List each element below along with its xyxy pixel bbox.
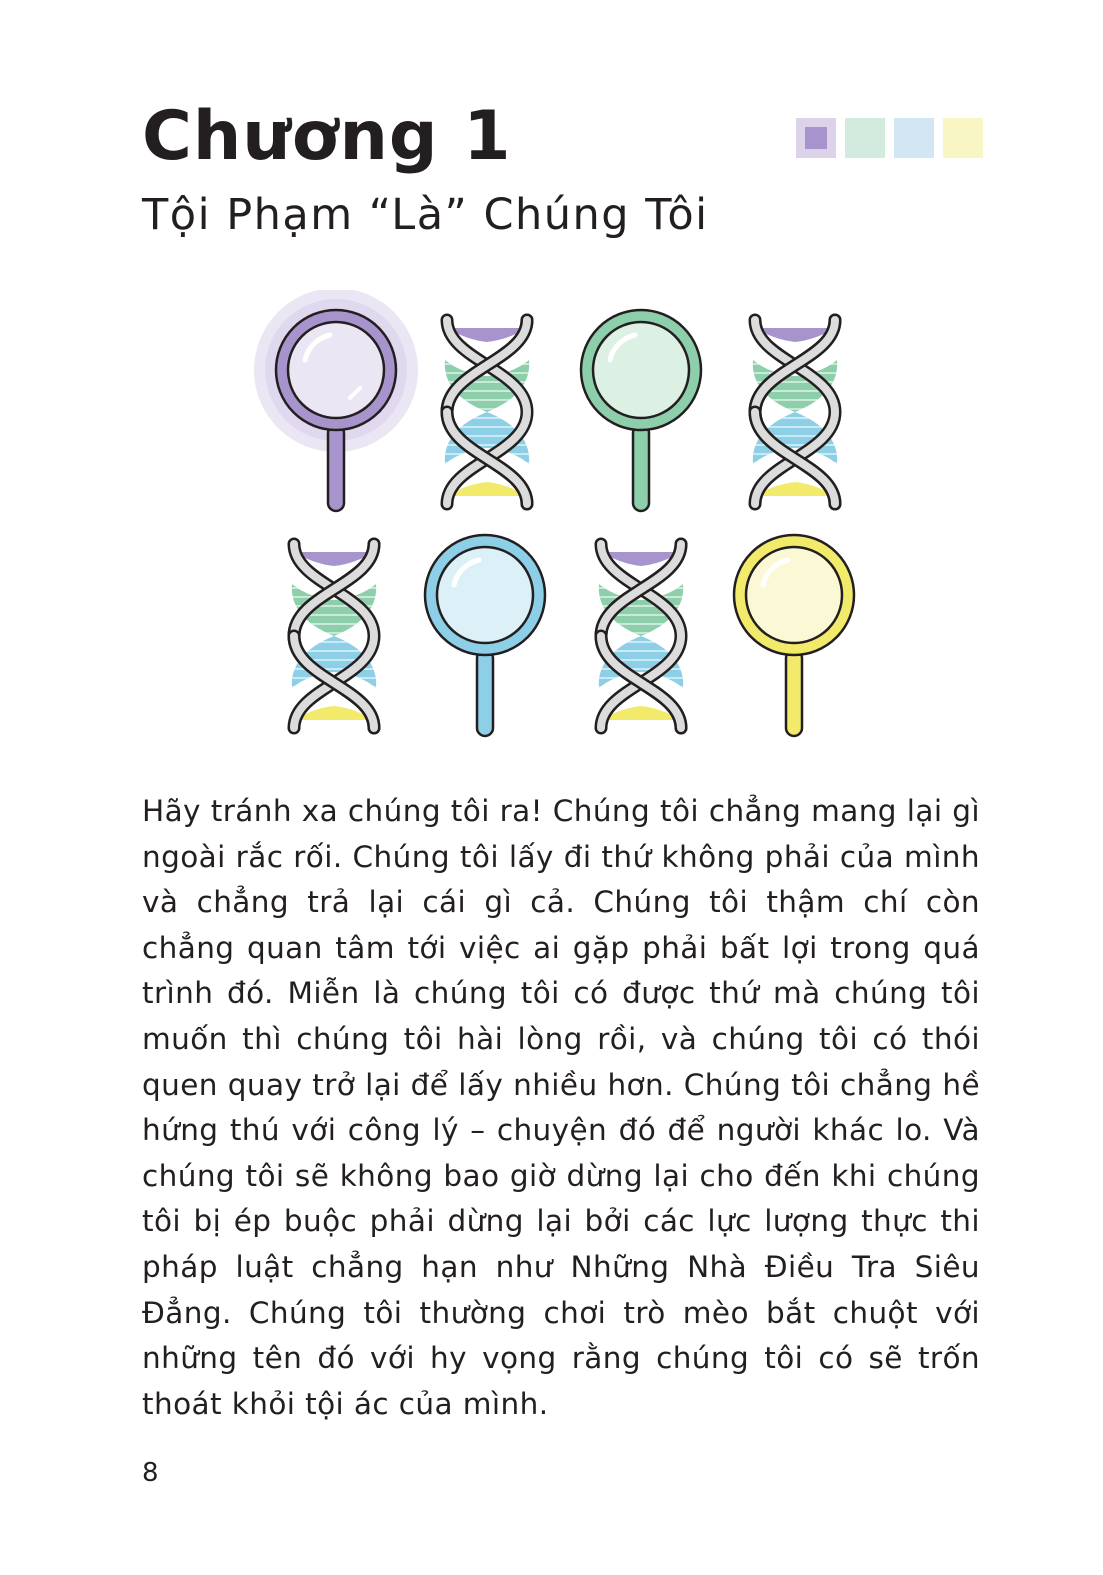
magnifier-purple-icon	[254, 290, 418, 511]
swatch-yellow	[943, 118, 983, 158]
magnifier-green-icon	[581, 310, 701, 511]
dna-helix-icon	[599, 544, 683, 728]
swatch-green	[845, 118, 885, 158]
dna-helix-icon	[292, 544, 376, 728]
chapter-subtitle: Tội Phạm “Là” Chúng Tôi	[142, 190, 709, 240]
dna-helix-icon	[445, 320, 529, 504]
dna-helix-icon	[753, 320, 837, 504]
swatch-purple	[796, 118, 836, 158]
body-paragraph: Hãy tránh xa chúng tôi ra! Chúng tôi chẳng mang lại gì ngoài rắc rối. Chúng tôi lấy đi thứ không phải của mình và chẳng trả lại cái gì cả. Chúng tôi thậm chí còn chẳng quan tâm tới việc ai gặp phải bất lợi trong quá trình đó. Miễn là chúng tôi có được thứ mà chúng tôi muốn thì chúng tôi hài lòng rồi, và chúng tôi có thói quen quay trở lại để lấy nhiều hơn. Chúng tôi chẳng hề hứng thú với công lý – chuyện đó để người khác lo. Và chúng tôi sẽ không bao giờ dừng lại cho đến khi chúng tôi bị ép buộc phải dừng lại bởi các lực lượng thực thi pháp luật chẳng hạn như Những Nhà Điều Tra Siêu Đẳng. Chúng tôi thường chơi trò mèo bắt chuột với những tên đó với hy vọng rằng chúng tôi có sẽ trốn thoát khỏi tội ác của mình.	[142, 794, 980, 1421]
page-number: 8	[142, 1458, 159, 1488]
chapter-title: Chương 1	[142, 97, 512, 176]
magnifier-yellow-icon	[734, 535, 854, 736]
swatch-blue	[894, 118, 934, 158]
illustration	[250, 290, 870, 750]
color-swatches	[796, 118, 983, 158]
magnifier-blue-icon	[425, 535, 545, 736]
